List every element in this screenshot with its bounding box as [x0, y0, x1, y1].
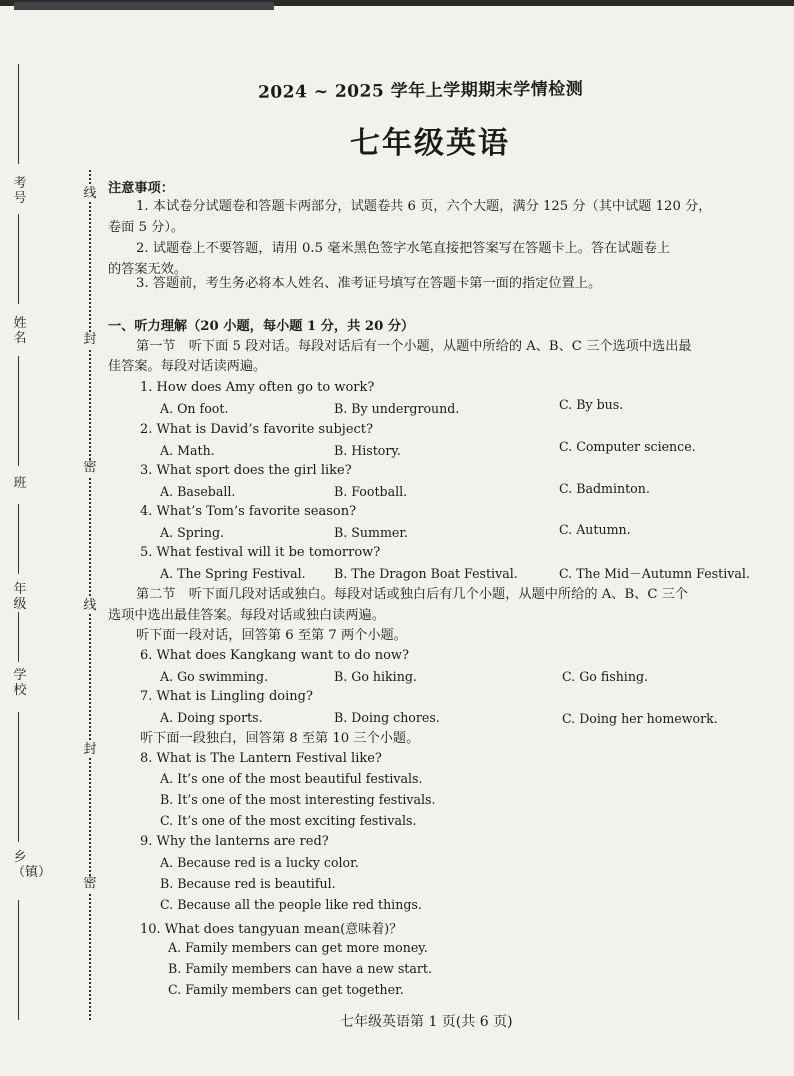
binding-char: 封 — [81, 332, 99, 348]
q10-option-b: B. Family members can have a new start. — [168, 961, 432, 976]
notice-line: 2. 试题卷上不要答题，请用 0.5 毫米黑色签字水笔直接把答案写在答题卡上。答在试题卷上 — [136, 241, 671, 256]
field-underline — [18, 504, 19, 574]
q5-option-a: A. The Spring Festival. — [160, 566, 306, 581]
notice-line: 3. 答题前，考生务必将本人姓名、准考证号填写在答题卡第一面的指定位置上。 — [136, 276, 602, 291]
question-1: 1. How does Amy often go to work? — [140, 380, 375, 395]
question-4: 4. What’s Tom’s favorite season? — [140, 504, 357, 519]
page-footer: 七年级英语第 1 页(共 6 页) — [340, 1014, 513, 1030]
binding-dotted-line — [89, 170, 91, 1020]
notice-line: 的答案无效。 — [108, 262, 188, 277]
notice-heading: 注意事项： — [108, 181, 174, 196]
question-2: 2. What is David’s favorite subject? — [140, 422, 373, 437]
field-underline — [18, 900, 19, 1020]
notice-line: 卷面 5 分）。 — [108, 220, 185, 235]
q10-option-a: A. Family members can get more money. — [168, 940, 428, 955]
notice-line: 1. 本试卷分试题卷和答题卡两部分，试题卷共 6 页，六个大题，满分 125 分（其中试题 120 分， — [136, 199, 712, 214]
part2-intro: 选项中选出最佳答案。每段对话或独白读两遍。 — [108, 608, 385, 623]
q5-option-c: C. The Mid－Autumn Festival. — [559, 566, 750, 581]
binding-char: 线 — [81, 598, 99, 614]
q1-option-c: C. By bus. — [559, 397, 624, 412]
subject-title: 七年级英语 — [350, 126, 510, 161]
field-underline — [18, 712, 19, 842]
part1-intro: 佳答案。每段对话读两遍。 — [108, 359, 267, 374]
q4-option-c: C. Autumn. — [559, 522, 631, 537]
q3-option-b: B. Football. — [334, 484, 408, 499]
q5-option-b: B. The Dragon Boat Festival. — [334, 566, 518, 581]
question-7: 7. What is Lingling doing? — [140, 689, 313, 704]
binding-char: 线 — [81, 186, 99, 202]
binding-char: 封 — [81, 742, 99, 758]
q1-option-a: A. On foot. — [160, 401, 229, 416]
field-underline — [18, 64, 19, 164]
q7-option-c: C. Doing her homework. — [562, 711, 718, 726]
q9-option-b: B. Because red is beautiful. — [160, 876, 336, 891]
field-underline — [18, 356, 19, 466]
subsection-instruction: 听下面一段独白，回答第 8 至第 10 三个小题。 — [140, 731, 420, 746]
q3-option-c: C. Badminton. — [559, 481, 650, 496]
field-label-exam-number: 考号 — [13, 176, 27, 206]
top-edge-mark — [14, 2, 274, 10]
q10-option-c: C. Family members can get together. — [168, 982, 404, 997]
question-3: 3. What sport does the girl like? — [140, 463, 352, 478]
q8-option-b: B. It’s one of the most interesting festivals. — [160, 792, 436, 807]
q2-option-b: B. History. — [334, 443, 401, 458]
q4-option-a: A. Spring. — [160, 525, 225, 540]
question-10: 10. What does tangyuan mean(意味着)？ — [140, 922, 403, 937]
field-label-class: 班 — [13, 476, 27, 491]
q4-option-b: B. Summer. — [334, 525, 408, 540]
part2-intro: 第二节 听下面几段对话或独白。每段对话或独白后有几个小题，从题中所给的 A、B、C 三个 — [136, 587, 688, 602]
subsection-instruction: 听下面一段对话，回答第 6 至第 7 两个小题。 — [136, 628, 407, 643]
q7-option-a: A. Doing sports. — [160, 710, 263, 725]
q8-option-c: C. It’s one of the most exciting festivals. — [160, 813, 417, 828]
q6-option-b: B. Go hiking. — [334, 669, 417, 684]
field-underline — [18, 214, 19, 304]
q2-option-a: A. Math. — [160, 443, 215, 458]
field-label-school: 学校 — [13, 668, 27, 698]
q6-option-c: C. Go fishing. — [562, 669, 649, 684]
q6-option-a: A. Go swimming. — [160, 669, 269, 684]
question-8: 8. What is The Lantern Festival like? — [140, 751, 382, 766]
exam-title: 2024 ~ 2025 学年上学期期末学情检测 — [257, 79, 584, 103]
question-5: 5. What festival will it be tomorrow? — [140, 545, 381, 560]
q1-option-b: B. By underground. — [334, 401, 460, 416]
q9-option-c: C. Because all the people like red things. — [160, 897, 422, 912]
q9-option-a: A. Because red is a lucky color. — [160, 855, 359, 870]
section-heading: 一、听力理解（20 小题，每小题 1 分，共 20 分） — [108, 319, 415, 334]
binding-char: 密 — [81, 460, 99, 476]
part1-intro: 第一节 听下面 5 段对话。每段对话后有一个小题，从题中所给的 A、B、C 三个选项中选出最 — [136, 339, 692, 354]
question-9: 9. Why the lanterns are red? — [140, 834, 329, 849]
binding-char: 密 — [81, 876, 99, 892]
field-label-grade: 年级 — [13, 582, 27, 612]
q3-option-a: A. Baseball. — [160, 484, 236, 499]
field-label-name: 姓名 — [13, 316, 27, 346]
q8-option-a: A. It’s one of the most beautiful festivals. — [160, 771, 423, 786]
field-label-township: 乡（镇） — [12, 850, 52, 880]
question-6: 6. What does Kangkang want to do now? — [140, 648, 410, 663]
q7-option-b: B. Doing chores. — [334, 710, 440, 725]
q2-option-c: C. Computer science. — [559, 439, 696, 454]
field-underline — [18, 612, 19, 662]
